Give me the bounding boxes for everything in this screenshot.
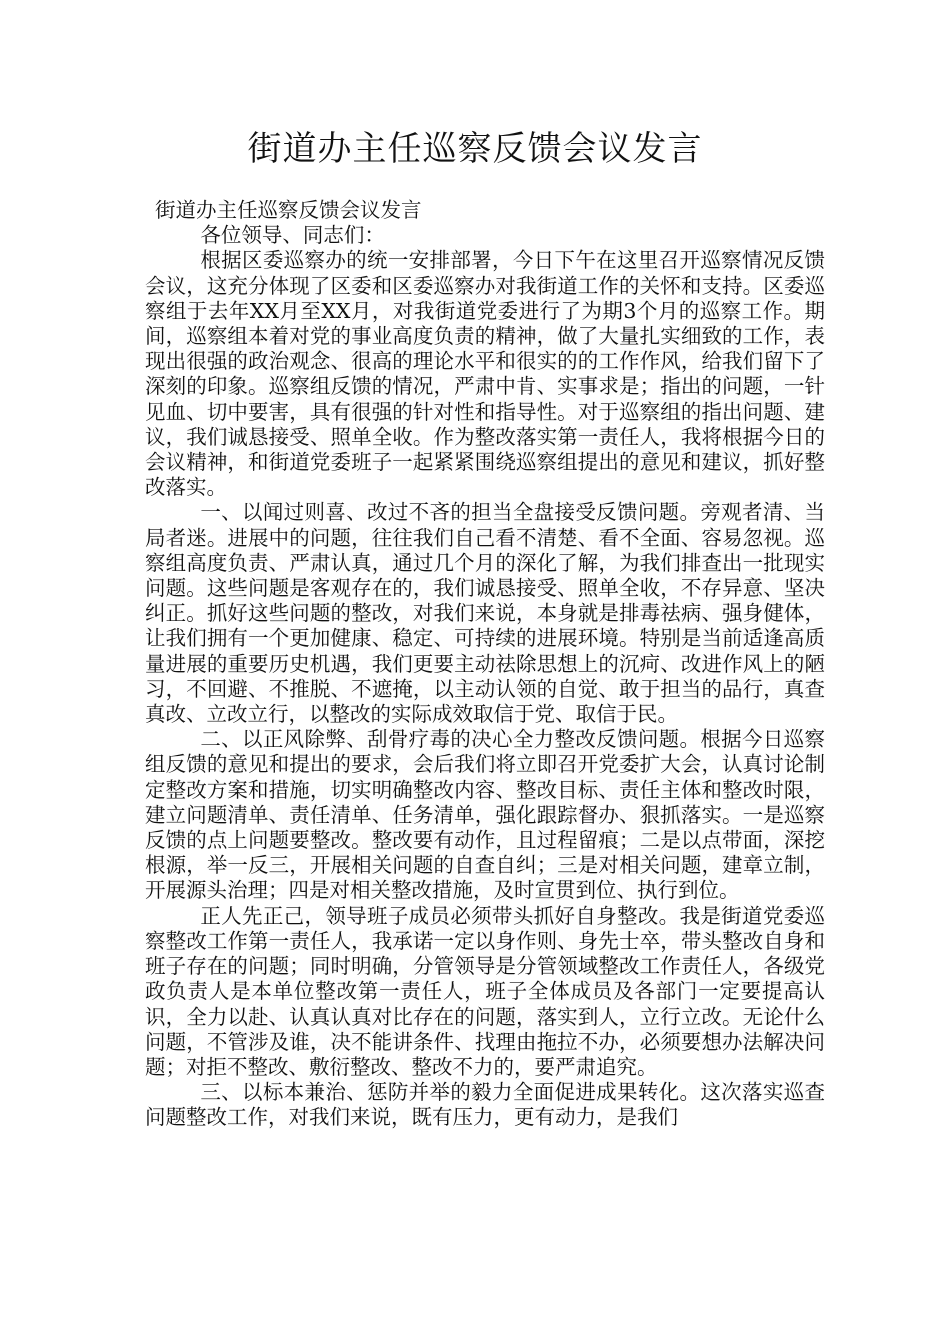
document-title: 街道办主任巡察反馈会议发言	[247, 129, 703, 169]
document-subtitle: 街道办主任巡察反馈会议发言	[155, 198, 422, 222]
paragraph-section-three: 三、以标本兼治、惩防并举的毅力全面促进成果转化。这次落实巡查问题整改工作，对我们来说，既有压力，更有动力，是我们	[145, 1080, 825, 1130]
paragraph-intro: 根据区委巡察办的统一安排部署，今日下午在这里召开巡察情况反馈会议，这充分体现了区委和区委巡察办对我街道工作的关怀和支持。区委巡察组于去年XX月至XX月，对我街道党委进行了为期3个月的巡察工作。期间，巡察组本着对党的事业高度负责的精神，做了大量扎实细致的工作，表现出很强的政治观念、很高的理论水平和很实的的工作作风，给我们留下了深刻的印象。巡察组反馈的情况，严肃中肯、实事求是；指出的问题，一针见血、切中要害，具有很强的针对性和指导性。对于巡察组的指出问题、建议，我们诚恳接受、照单全收。作为整改落实第一责任人，我将根据今日的会议精神，和街道党委班子一起紧紧围绕巡察组提出的意见和建议，抓好整改落实。	[145, 248, 825, 500]
paragraph-section-one: 一、以闻过则喜、改过不吝的担当全盘接受反馈问题。旁观者清、当局者迷。进展中的问题，往往我们自己看不清楚、看不全面、容易忽视。巡察组高度负责、严肃认真，通过几个月的深化了解，为我们排查出一批现实问题。这些问题是客观存在的，我们诚恳接受、照单全收，不存异意、坚决纠正。抓好这些问题的整改，对我们来说，本身就是排毒祛病、强身健体，让我们拥有一个更加健康、稳定、可持续的进展环境。特别是当前适逢高质量进展的重要历史机遇，我们更要主动祛除思想上的沉疴、改进作风上的陋习，不回避、不推脱、不遮掩，以主动认领的自觉、敢于担当的品行，真查真改、立改立行，以整改的实际成效取信于党、取信于民。	[145, 500, 825, 727]
document-body	[145, 198, 825, 1131]
salutation: 各位领导、同志们：	[200, 223, 385, 248]
paragraph-leadership: 正人先正己，领导班子成员必须带头抓好自身整改。我是街道党委巡察整改工作第一责任人，我承诺一定以身作则、身先士卒，带头整改自身和班子存在的问题；同时明确，分管领导是分管领域整改工作责任人，各级党政负责人是本单位整改第一责任人，班子全体成员及各部门一定要提高认识，全力以赴、认真认真对比存在的问题，落实到人，立行立改。无论什么问题，不管涉及谁，决不能讲条件、找理由拖拉不办，必须要想办法解决问题；对拒不整改、敷衍整改、整改不力的，要严肃追究。	[145, 903, 825, 1079]
paragraph-section-two: 二、以正风除弊、刮骨疗毒的决心全力整改反馈问题。根据今日巡察组反馈的意见和提出的要求，会后我们将立即召开党委扩大会，认真讨论制定整改方案和措施，切实明确整改内容、整改目标、责任主体和整改时限，建立问题清单、责任清单、任务清单，强化跟踪督办、狠抓落实。一是巡察反馈的点上问题要整改。整改要有动作，且过程留痕；二是以点带面，深挖根源，举一反三，开展相关问题的自查自纠；三是对相关问题，建章立制，开展源头治理；四是对相关整改措施，及时宣贯到位、执行到位。	[145, 727, 825, 903]
